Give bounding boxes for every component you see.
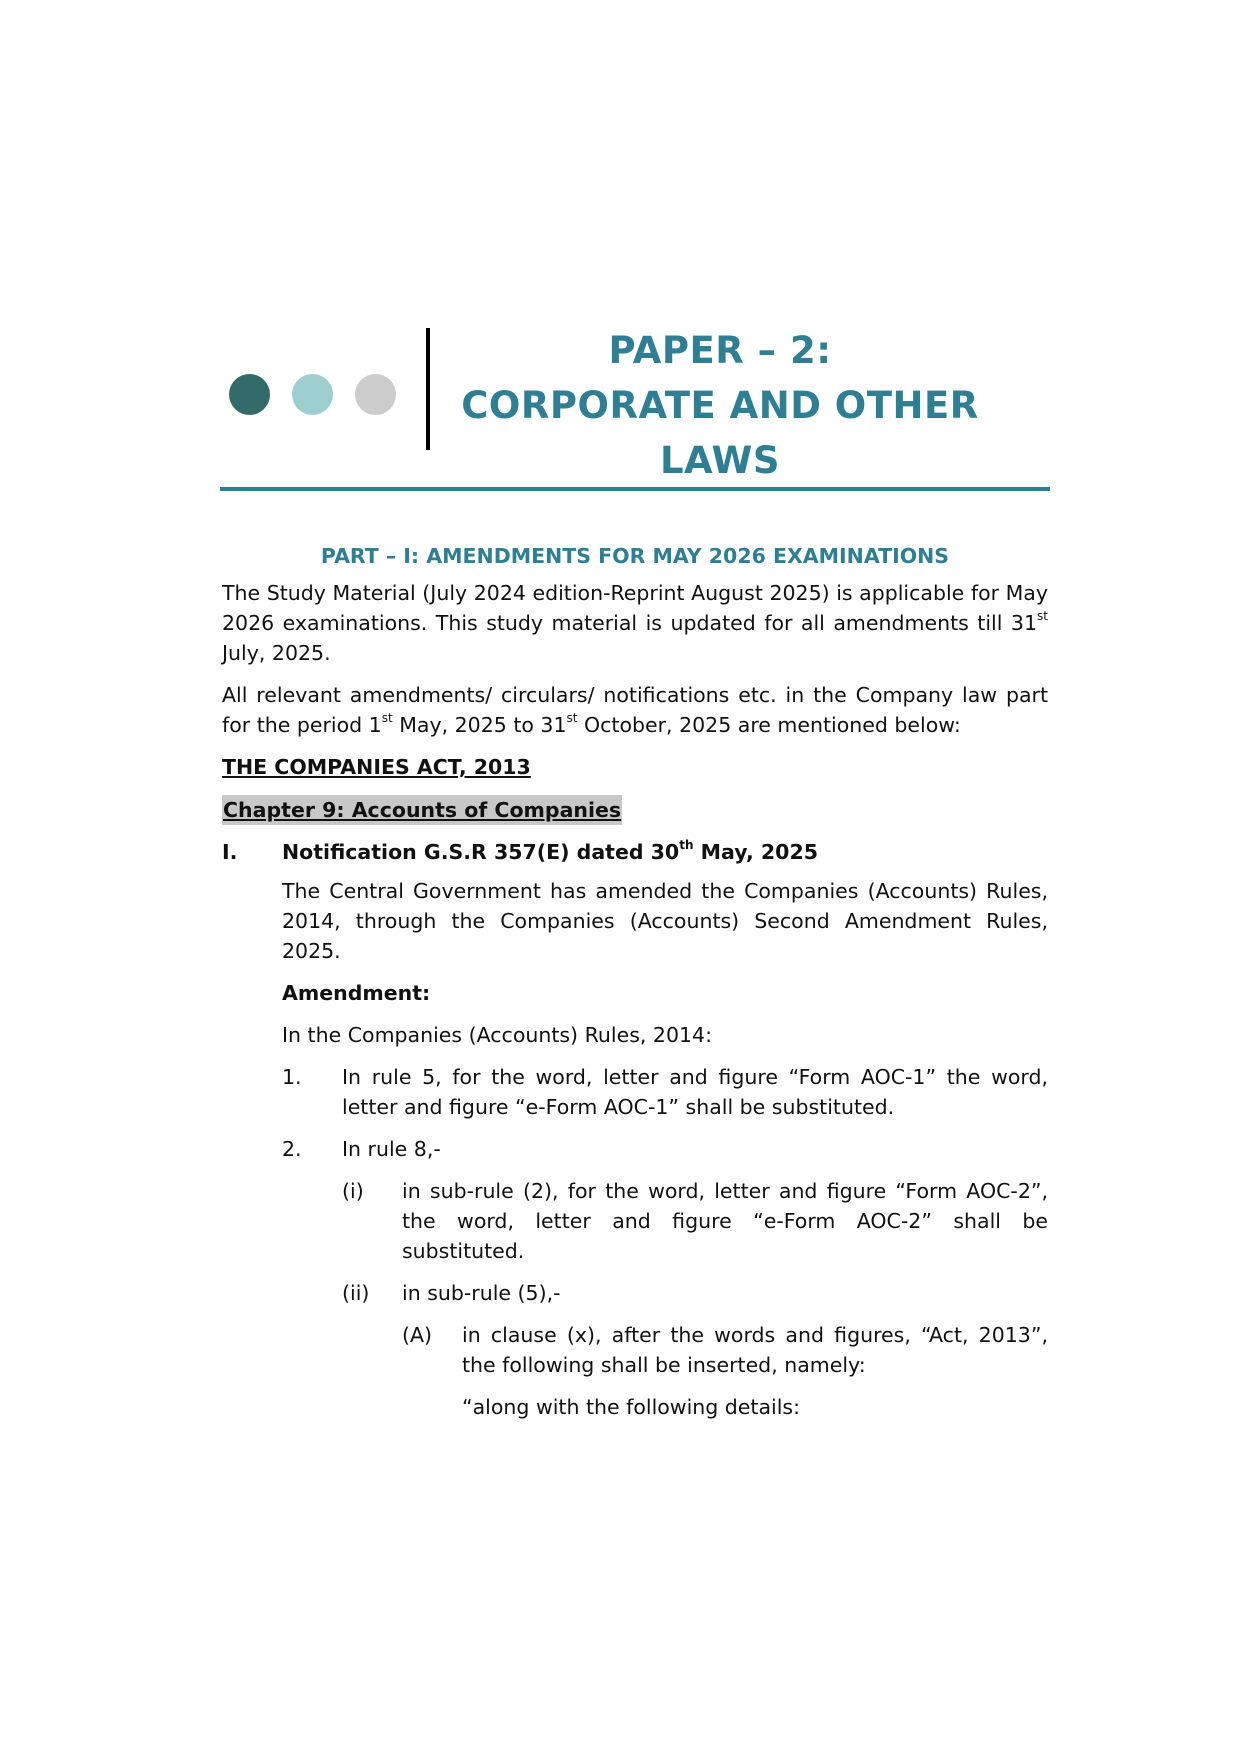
item-1 [222, 837, 1048, 867]
document-body [222, 541, 1048, 1434]
vertical-divider [426, 328, 430, 450]
part-heading: PART – I: AMENDMENTS FOR MAY 2026 EXAMINATIONS [320, 544, 950, 568]
section-heading: THE COMPANIES ACT, 2013 [222, 755, 531, 779]
intro-p2-sup1: st [381, 711, 393, 726]
item-1-title-a: Notification G.S.R 357(E) dated 30 [282, 840, 680, 864]
title-line-3: LAWS [659, 439, 780, 482]
intro-p2-a: All relevant amendments/ circulars/ notifications etc. in the Company law part for the period 1 [222, 683, 1048, 737]
item-1-title-sup: th [679, 838, 694, 853]
title-line-1: PAPER – 2: [608, 329, 832, 372]
item-1-title [282, 837, 1048, 867]
intro-p1-tail: July, 2025. [222, 641, 331, 665]
sub-point-i [342, 1176, 1048, 1266]
point-1-text: In rule 5, for the word, letter and figure “Form AOC-1” the word, letter and figure “e-Form AOC-1” shall be substituted. [342, 1065, 1048, 1119]
sub-sub-point-a-text: in clause (x), after the words and figures, “Act, 2013”, the following shall be inserted, namely: [462, 1323, 1048, 1377]
inserted-quote: “along with the following details: [462, 1395, 800, 1419]
sub-point-ii-number: (ii) [342, 1281, 370, 1305]
intro-p2-sup2: st [566, 711, 578, 726]
sub-point-ii-text: in sub-rule (5),- [402, 1281, 561, 1305]
sub-point-i-number: (i) [342, 1179, 364, 1203]
chapter-heading: Chapter 9: Accounts of Companies [222, 795, 622, 825]
point-2-text: In rule 8,- [342, 1137, 441, 1161]
intro-paragraph-1 [222, 578, 1048, 668]
paper-title [460, 323, 980, 488]
point-2 [282, 1134, 1048, 1164]
header-rule [220, 487, 1050, 491]
intro-p2-b: May, 2025 to 31 [392, 713, 567, 737]
item-1-title-b: May, 2025 [693, 840, 818, 864]
amendment-intro: In the Companies (Accounts) Rules, 2014: [282, 1023, 712, 1047]
grey-dot-icon [355, 374, 396, 415]
intro-p1-text: The Study Material (July 2024 edition-Reprint August 2025) is applicable for May 2026 examinations. This study material is updated for all amendments till 31 [222, 581, 1048, 635]
intro-p1-sup: st [1037, 609, 1048, 624]
light-teal-dot-icon [292, 374, 333, 415]
intro-p2-c: October, 2025 are mentioned below: [577, 713, 961, 737]
amendment-label: Amendment: [282, 981, 431, 1005]
point-1 [282, 1062, 1048, 1122]
point-1-number: 1. [282, 1065, 302, 1089]
item-1-body: The Central Government has amended the Companies (Accounts) Rules, 2014, through the Companies (Accounts) Second Amendment Rules, 2025. [282, 879, 1048, 963]
title-line-2: CORPORATE AND OTHER [461, 384, 979, 427]
point-2-number: 2. [282, 1137, 302, 1161]
document-header [220, 318, 1050, 488]
sub-point-ii [342, 1278, 1048, 1308]
item-1-number: I. [222, 840, 238, 864]
sub-point-i-text: in sub-rule (2), for the word, letter and figure “Form AOC-2”, the word, letter and figure “e-Form AOC-2” shall be substituted. [402, 1179, 1048, 1263]
intro-paragraph-2 [222, 680, 1048, 740]
sub-sub-point-a-number: (A) [402, 1323, 433, 1347]
dark-teal-dot-icon [229, 374, 270, 415]
sub-sub-point-a [402, 1320, 1048, 1380]
